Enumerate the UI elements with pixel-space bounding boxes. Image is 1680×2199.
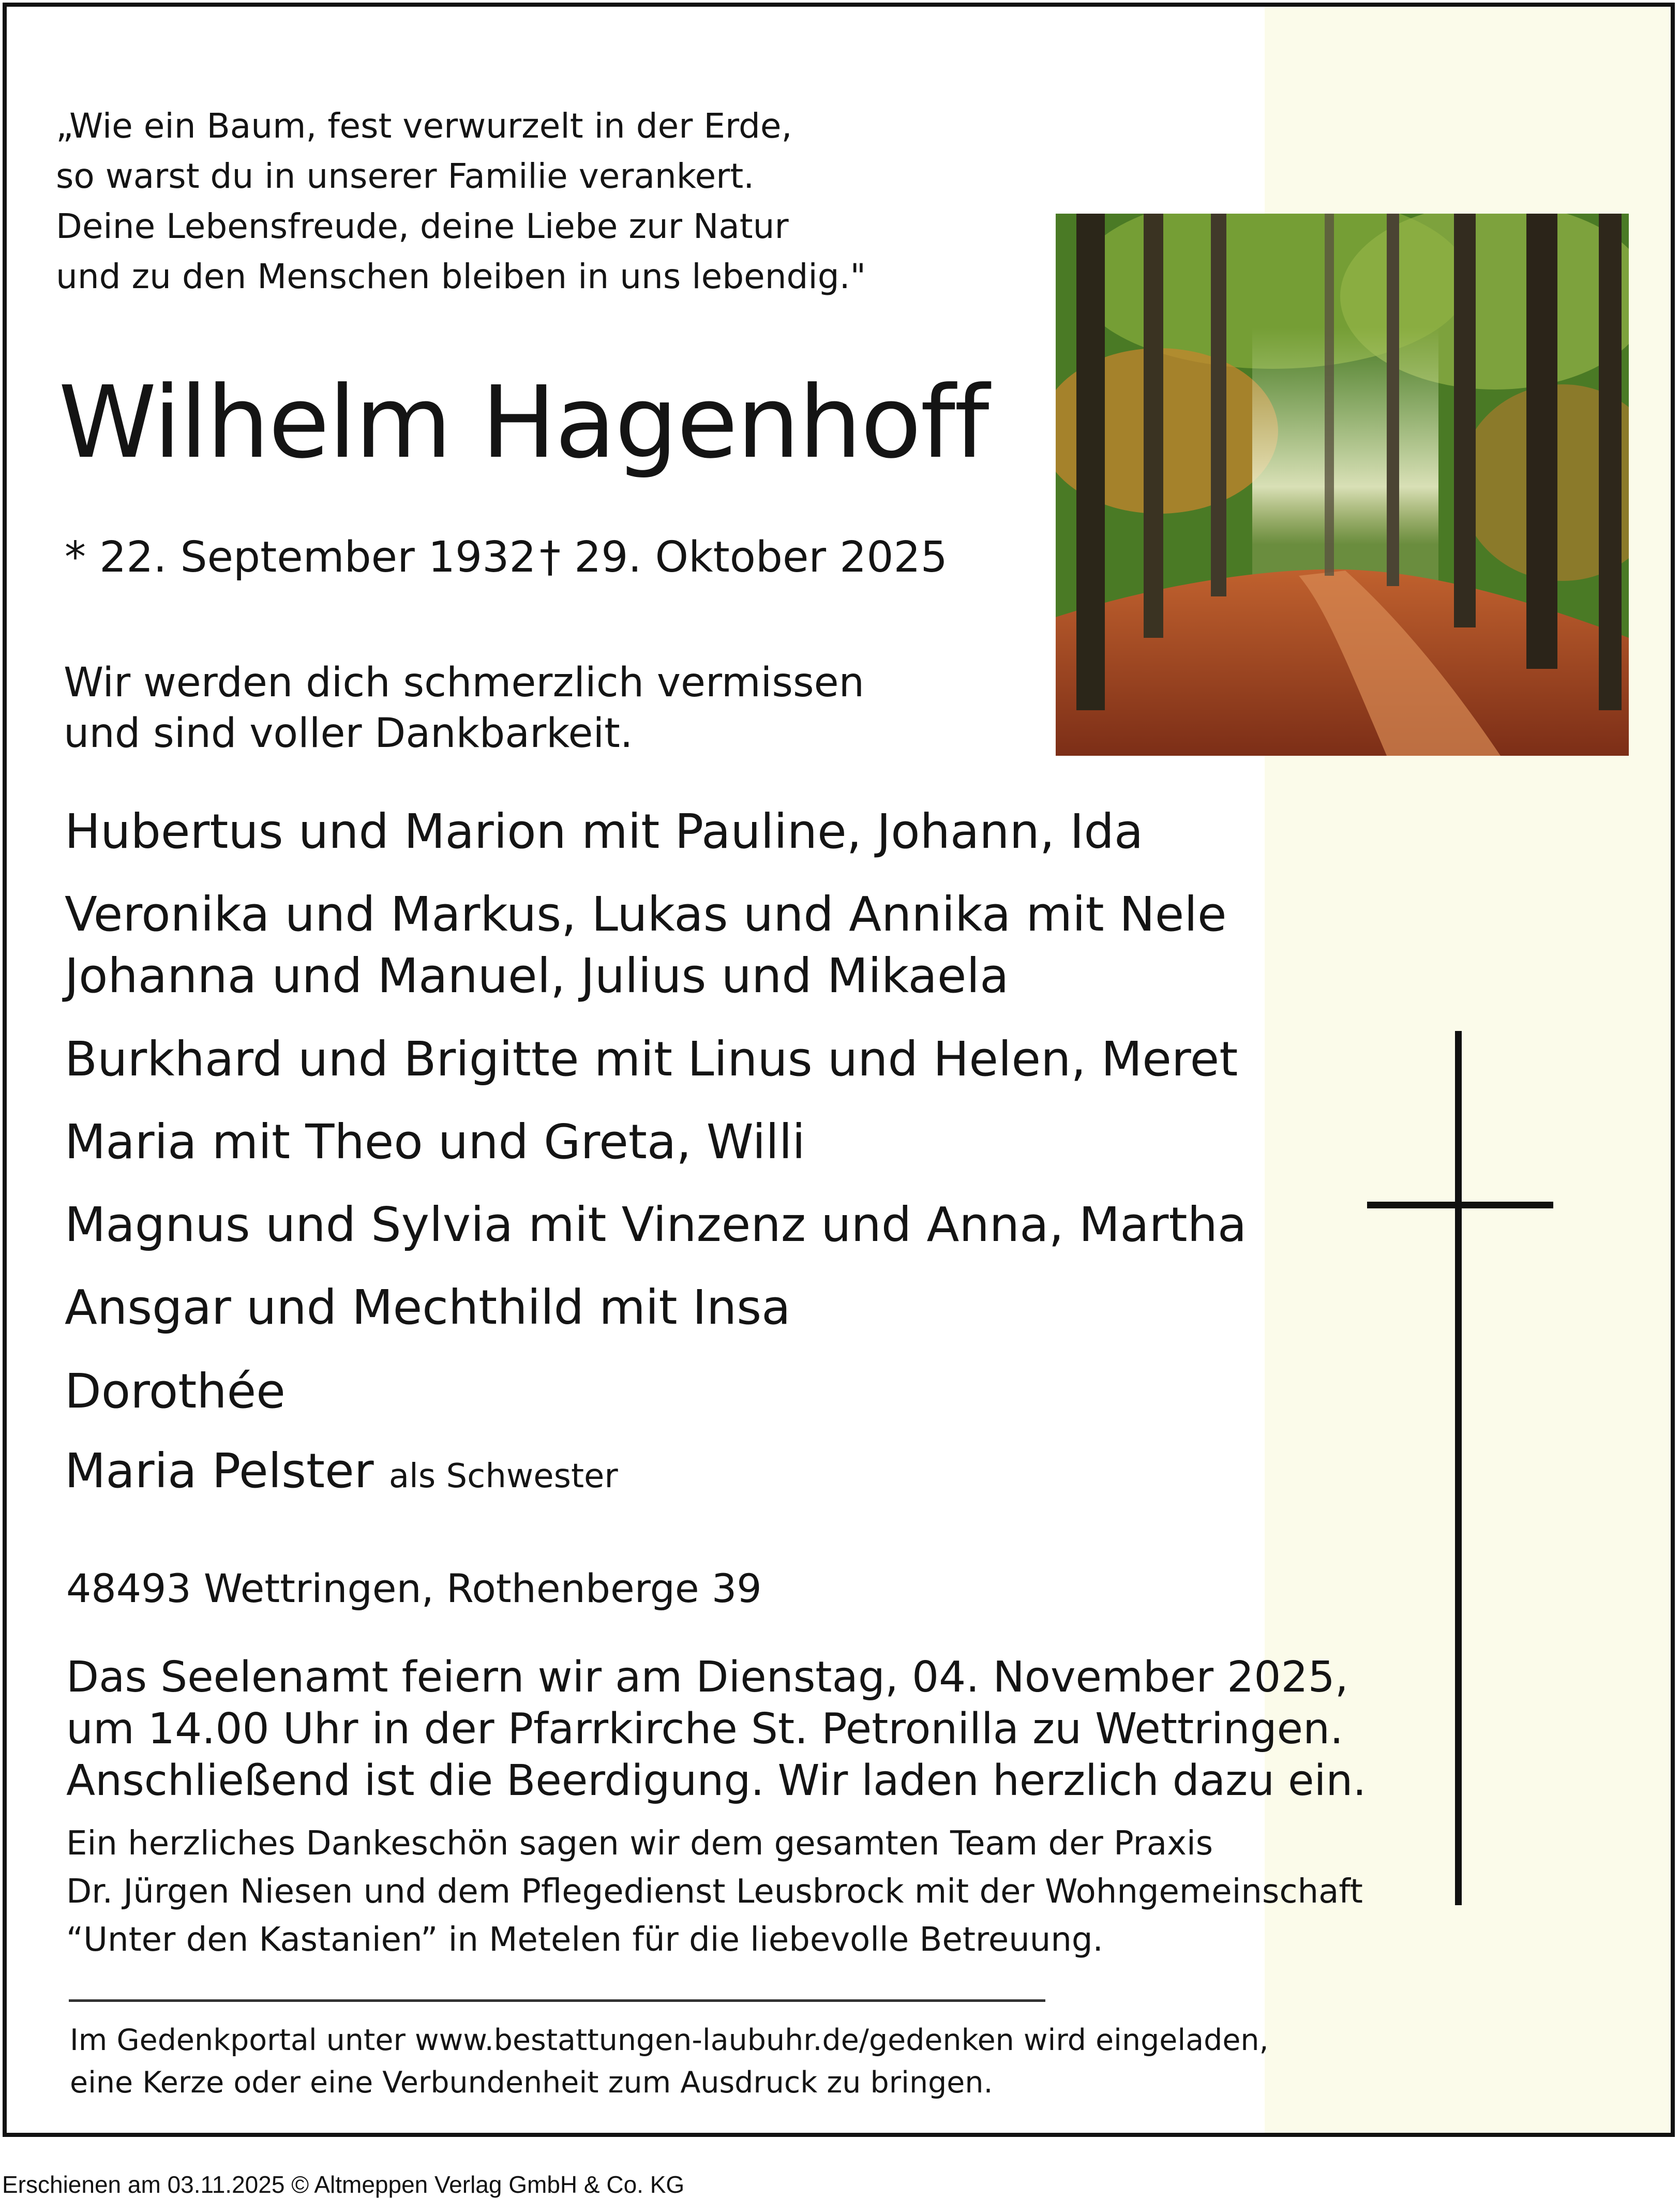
quote-line: und zu den Menschen bleiben in uns lebendig.": [56, 257, 866, 296]
portal-line: eine Kerze oder eine Verbundenheit zum Ausdruck zu bringen.: [70, 2066, 993, 2100]
cross-icon: [1455, 1031, 1462, 1905]
family-line: Veronika und Markus, Lukas und Annika mit Nele: [65, 887, 1227, 942]
family-line: Hubertus und Marion mit Pauline, Johann, Ida: [65, 804, 1144, 859]
portal-line: Im Gedenkportal unter www.bestattungen-laubuhr.de/gedenken wird eingeladen,: [70, 2023, 1269, 2057]
forest-image: [1056, 214, 1629, 756]
address: 48493 Wettringen, Rothenberge 39: [66, 1565, 762, 1611]
service-line: Anschließend ist die Beerdigung. Wir laden herzlich dazu ein.: [66, 1756, 1367, 1805]
thanks-line: “Unter den Kastanien” in Metelen für die liebevolle Betreuung.: [66, 1921, 1103, 1959]
divider: [69, 1999, 1045, 2002]
family-line: Magnus und Sylvia mit Vinzenz und Anna, Martha: [65, 1197, 1247, 1252]
family-line: Johanna und Manuel, Julius und Mikaela: [65, 948, 1009, 1004]
family-line: Ansgar und Mechthild mit Insa: [65, 1280, 791, 1335]
service-line: Das Seelenamt feiern wir am Dienstag, 04. November 2025,: [66, 1653, 1348, 1702]
quote-line: so warst du in unserer Familie verankert.: [56, 156, 755, 196]
cross-icon-bar: [1367, 1202, 1553, 1208]
thanks-line: Ein herzliches Dankeschön sagen wir dem gesamten Team der Praxis: [66, 1824, 1213, 1863]
obituary-notice: [3, 3, 1675, 2137]
sister-name: Maria Pelster: [65, 1443, 374, 1499]
thanks-line: Dr. Jürgen Niesen und dem Pflegedienst Leusbrock mit der Wohngemeinschaft: [66, 1873, 1363, 1911]
quote-line: Deine Lebensfreude, deine Liebe zur Natur: [56, 206, 789, 246]
quote-line: „Wie ein Baum, fest verwurzelt in der Erde,: [56, 106, 792, 146]
quote: [56, 101, 866, 302]
mourning-line: und sind voller Dankbarkeit.: [64, 710, 633, 757]
family-line: Burkhard und Brigitte mit Linus und Helen, Meret: [65, 1031, 1238, 1087]
sister-note: als Schwester: [388, 1457, 618, 1495]
family-line: Dorothée: [65, 1364, 286, 1419]
family-line: Maria mit Theo und Greta, Willi: [65, 1114, 805, 1170]
service-info: [66, 1652, 1366, 1807]
sister-line: [65, 1440, 618, 1507]
mourning-line: Wir werden dich schmerzlich vermissen: [64, 660, 865, 706]
mourning-text: [64, 657, 864, 759]
memorial-portal-note: [70, 2019, 1269, 2104]
death-date: † 29. Oktober 2025: [539, 533, 948, 582]
publication-footer: Erschienen am 03.11.2025 © Altmeppen Verlag GmbH & Co. KG: [2, 2171, 685, 2198]
service-line: um 14.00 Uhr in der Pfarrkirche St. Petronilla zu Wettringen.: [66, 1704, 1344, 1754]
birth-date: * 22. September 1932: [65, 533, 536, 582]
deceased-name: Wilhelm Hagenhoff: [58, 365, 988, 481]
thanks-text: [66, 1820, 1363, 1964]
